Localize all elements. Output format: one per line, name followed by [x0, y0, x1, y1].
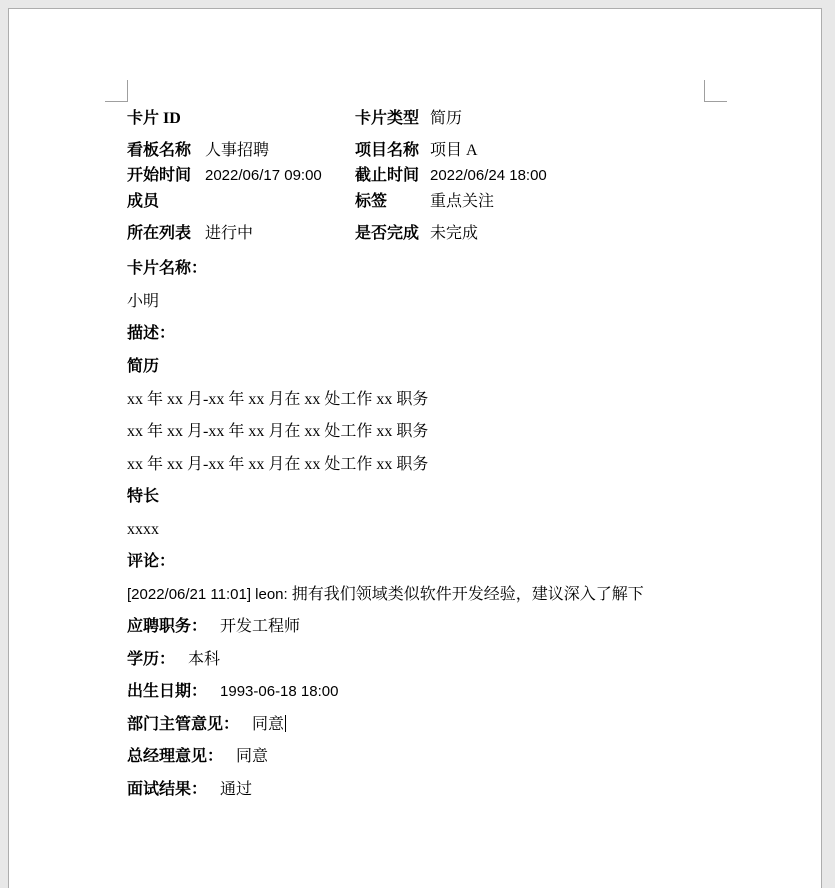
specialty-text[interactable]: xxxx — [127, 521, 159, 538]
table-label-tags[interactable]: 标签 — [355, 193, 388, 210]
table-value-tags[interactable]: 重点关注 — [430, 193, 495, 210]
document-page[interactable] — [8, 8, 822, 888]
specialty-heading[interactable]: 特长 — [127, 488, 160, 505]
table-value-completed[interactable]: 未完成 — [430, 225, 479, 242]
field-value: 本科 — [188, 651, 221, 668]
text-caret — [285, 715, 286, 732]
table-label-card-id[interactable]: 卡片 ID — [127, 110, 181, 127]
table-label-board-name[interactable]: 看板名称 — [127, 142, 192, 159]
description-heading[interactable]: 描述： — [127, 325, 176, 342]
table-value-card-type[interactable]: 简历 — [430, 110, 463, 127]
field-value: 同意 — [236, 748, 269, 765]
table-label-list[interactable]: 所在列表 — [127, 225, 192, 242]
table-label-start-time[interactable]: 开始时间 — [127, 167, 192, 184]
resume-heading[interactable]: 简历 — [127, 358, 160, 375]
field-label: 出生日期： — [127, 683, 208, 700]
card-name-heading[interactable]: 卡片名称： — [127, 260, 208, 277]
comment-line[interactable] — [127, 584, 644, 605]
resume-line[interactable]: xx 年 xx 月-xx 年 xx 月在 xx 处工作 xx 职务 — [127, 391, 429, 408]
field-label: 总经理意见： — [127, 748, 224, 765]
field-value: 开发工程师 — [220, 618, 301, 635]
table-value-list[interactable]: 进行中 — [205, 225, 254, 242]
field-row-position[interactable] — [127, 616, 300, 637]
table-label-due-time[interactable]: 截止时间 — [355, 167, 420, 184]
table-label-members[interactable]: 成员 — [127, 193, 160, 210]
table-value-project-name[interactable]: 项目 A — [430, 142, 478, 159]
field-row-birth-date[interactable] — [127, 681, 338, 702]
field-row-gm-opinion[interactable] — [127, 746, 268, 767]
field-label: 学历： — [127, 651, 176, 668]
card-name-text[interactable]: 小明 — [127, 293, 160, 310]
resume-line[interactable]: xx 年 xx 月-xx 年 xx 月在 xx 处工作 xx 职务 — [127, 423, 429, 440]
table-label-project-name[interactable]: 项目名称 — [355, 142, 420, 159]
comment-meta: [2022/06/21 11:01] leon: — [127, 586, 288, 603]
field-label: 应聘职务： — [127, 618, 208, 635]
table-label-completed[interactable]: 是否完成 — [355, 225, 420, 242]
resume-line[interactable]: xx 年 xx 月-xx 年 xx 月在 xx 处工作 xx 职务 — [127, 456, 429, 473]
field-row-dept-manager-opinion[interactable] — [127, 714, 286, 735]
field-value: 1993-06-18 18:00 — [220, 683, 339, 700]
comments-heading[interactable]: 评论： — [127, 553, 176, 570]
field-value: 同意 — [252, 716, 285, 733]
field-label: 面试结果： — [127, 781, 208, 798]
table-value-due-time[interactable]: 2022/06/24 18:00 — [430, 167, 547, 184]
comment-text: 拥有我们领域类似软件开发经验，建议深入了解下 — [291, 586, 644, 603]
field-row-education[interactable] — [127, 649, 220, 670]
margin-crop-mark-top-left — [105, 80, 128, 102]
table-value-board-name[interactable]: 人事招聘 — [205, 142, 270, 159]
table-value-start-time[interactable]: 2022/06/17 09:00 — [205, 167, 322, 184]
table-label-card-type[interactable]: 卡片类型 — [355, 110, 420, 127]
margin-crop-mark-top-right — [704, 80, 727, 102]
field-value: 通过 — [220, 781, 253, 798]
field-row-interview-result[interactable] — [127, 779, 252, 800]
field-label: 部门主管意见： — [127, 716, 240, 733]
